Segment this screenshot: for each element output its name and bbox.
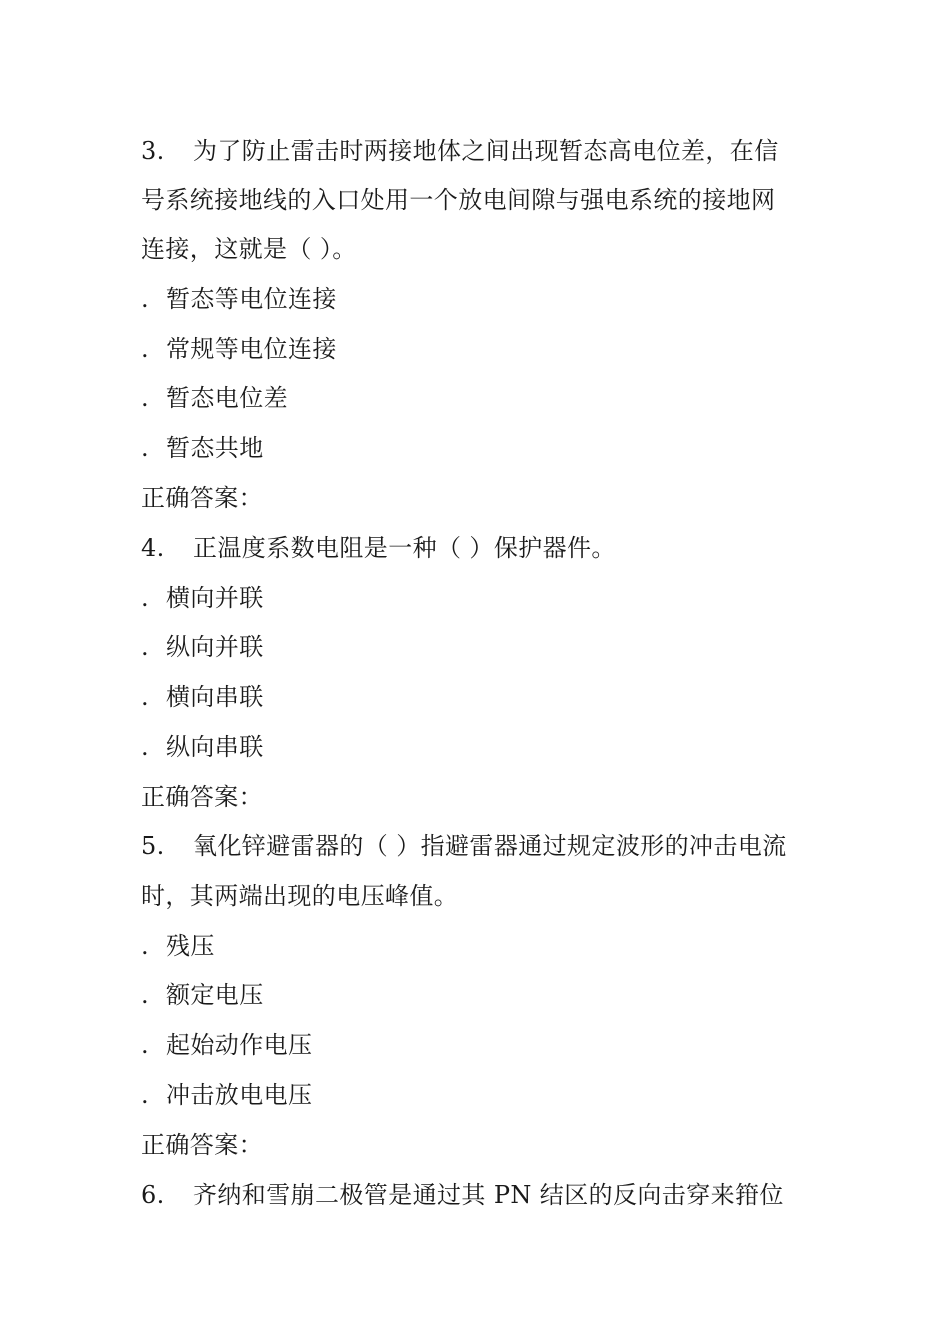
question-3-line-3 xyxy=(141,224,357,274)
option xyxy=(141,672,264,722)
option-marker: . xyxy=(141,733,150,761)
question-number: 5. xyxy=(141,832,165,860)
option-text: 额定电压 xyxy=(166,981,264,1009)
option-text: 纵向串联 xyxy=(166,733,264,761)
option-marker: . xyxy=(141,584,150,612)
option xyxy=(141,1020,312,1070)
answer-label: 正确答案： xyxy=(141,1131,263,1159)
option xyxy=(141,324,337,374)
question-number: 3. xyxy=(141,137,165,165)
option xyxy=(141,274,337,324)
question-text: 连接，这就是（ ）。 xyxy=(141,235,357,263)
option-marker: . xyxy=(141,1031,150,1059)
option xyxy=(141,1070,312,1120)
option-text: 暂态共地 xyxy=(166,434,264,462)
option-marker: . xyxy=(141,683,150,711)
option xyxy=(141,622,264,672)
answer-label: 正确答案： xyxy=(141,783,263,811)
question-6-line-1 xyxy=(141,1170,784,1220)
option xyxy=(141,373,288,423)
question-4-line-1 xyxy=(141,523,616,573)
option-marker: . xyxy=(141,1081,150,1109)
option xyxy=(141,722,264,772)
option-marker: . xyxy=(141,434,150,462)
option-text: 横向并联 xyxy=(166,584,264,612)
option-text: 暂态电位差 xyxy=(166,384,288,412)
option-text: 冲击放电电压 xyxy=(166,1081,313,1109)
option xyxy=(141,423,264,473)
option-text: 暂态等电位连接 xyxy=(166,285,337,313)
option-marker: . xyxy=(141,633,150,661)
question-3-line-1 xyxy=(141,126,779,176)
question-text: 为了防止雷击时两接地体之间出现暂态高电位差，在信 xyxy=(193,137,779,165)
option-text: 起始动作电压 xyxy=(166,1031,313,1059)
question-5-line-1 xyxy=(141,821,787,871)
option xyxy=(141,970,264,1020)
option xyxy=(141,573,264,623)
option-text: 纵向并联 xyxy=(166,633,264,661)
option-marker: . xyxy=(141,285,150,313)
question-text: 氧化锌避雷器的（ ）指避雷器通过规定波形的冲击电流 xyxy=(193,832,787,860)
question-number: 6. xyxy=(141,1181,165,1209)
question-text: 正温度系数电阻是一种（ ）保护器件。 xyxy=(193,534,616,562)
question-3-line-2 xyxy=(141,175,775,225)
question-number: 4. xyxy=(141,534,165,562)
question-text: 号系统接地线的入口处用一个放电间隙与强电系统的接地网 xyxy=(141,186,776,214)
option-text: 常规等电位连接 xyxy=(166,335,337,363)
option xyxy=(141,921,215,971)
option-text: 横向串联 xyxy=(166,683,264,711)
option-marker: . xyxy=(141,932,150,960)
option-marker: . xyxy=(141,335,150,363)
option-marker: . xyxy=(141,384,150,412)
answer-label: 正确答案： xyxy=(141,484,263,512)
option-marker: . xyxy=(141,981,150,1009)
question-text: 时，其两端出现的电压峰值。 xyxy=(141,882,459,910)
question-text: 齐纳和雪崩二极管是通过其 PN 结区的反向击穿来箝位 xyxy=(193,1181,784,1209)
option-text: 残压 xyxy=(166,932,215,960)
question-5-line-2 xyxy=(141,871,458,921)
